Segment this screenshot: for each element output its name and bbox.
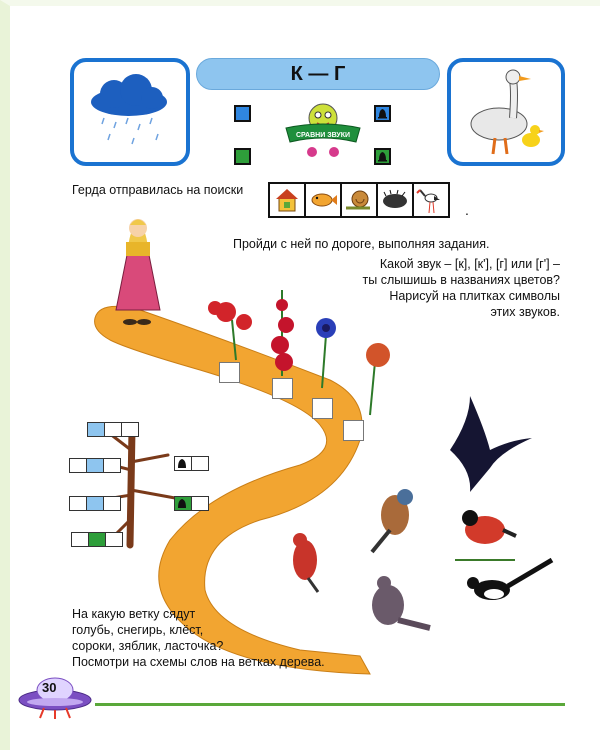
path-tile-3[interactable] bbox=[312, 398, 333, 419]
footer-line bbox=[95, 703, 565, 706]
page-number: 30 bbox=[42, 680, 57, 695]
task2-line1: На какую ветку сядут bbox=[72, 607, 196, 621]
path-tile-4[interactable] bbox=[343, 420, 364, 441]
task2-line2: голубь, снегирь, клёст, bbox=[72, 623, 204, 637]
magpie-bird bbox=[467, 560, 552, 600]
badge-label: СРАВНИ ЗВУКИ bbox=[295, 132, 351, 139]
bell-icon bbox=[175, 497, 189, 510]
branch-scheme-4[interactable] bbox=[70, 496, 121, 511]
task1-line1: Пройди с ней по дороге, выполняя задания. bbox=[233, 237, 490, 251]
branch-scheme-6[interactable] bbox=[72, 532, 123, 547]
carnation-flower bbox=[366, 343, 390, 415]
intro-text: Герда отправилась на поиски bbox=[72, 183, 244, 197]
girl-gerda bbox=[116, 219, 160, 325]
path-tile-1[interactable] bbox=[219, 362, 240, 383]
pigeon-bird bbox=[372, 576, 430, 628]
branch-scheme-5[interactable] bbox=[175, 496, 209, 511]
task1-line3: ты слышишь в названиях цветов? bbox=[362, 273, 560, 287]
bullfinch-bird bbox=[462, 510, 516, 544]
branch-scheme-1[interactable] bbox=[88, 422, 139, 437]
swallow-bird bbox=[450, 396, 532, 492]
branch-scheme-3[interactable] bbox=[175, 456, 209, 471]
branch-scheme-2[interactable] bbox=[70, 458, 121, 473]
bell-icon bbox=[175, 457, 189, 470]
lesson-title: К — Г bbox=[196, 58, 440, 90]
task2-line3: сороки, зяблик, ласточка? bbox=[72, 639, 224, 653]
task2-line4: Посмотри на схемы слов на ветках дерева. bbox=[72, 655, 325, 669]
task1-line5: этих звуков. bbox=[490, 305, 560, 319]
task1-line4: Нарисуй на плитках символы bbox=[389, 289, 560, 303]
crossbill-bird bbox=[293, 533, 318, 592]
intro-dot: . bbox=[465, 202, 469, 218]
task1-line2: Какой звук – [к], [к'], [г] или [г'] – bbox=[379, 257, 560, 271]
path-tile-2[interactable] bbox=[272, 378, 293, 399]
tree bbox=[92, 430, 175, 545]
chaffinch-bird bbox=[372, 489, 413, 552]
